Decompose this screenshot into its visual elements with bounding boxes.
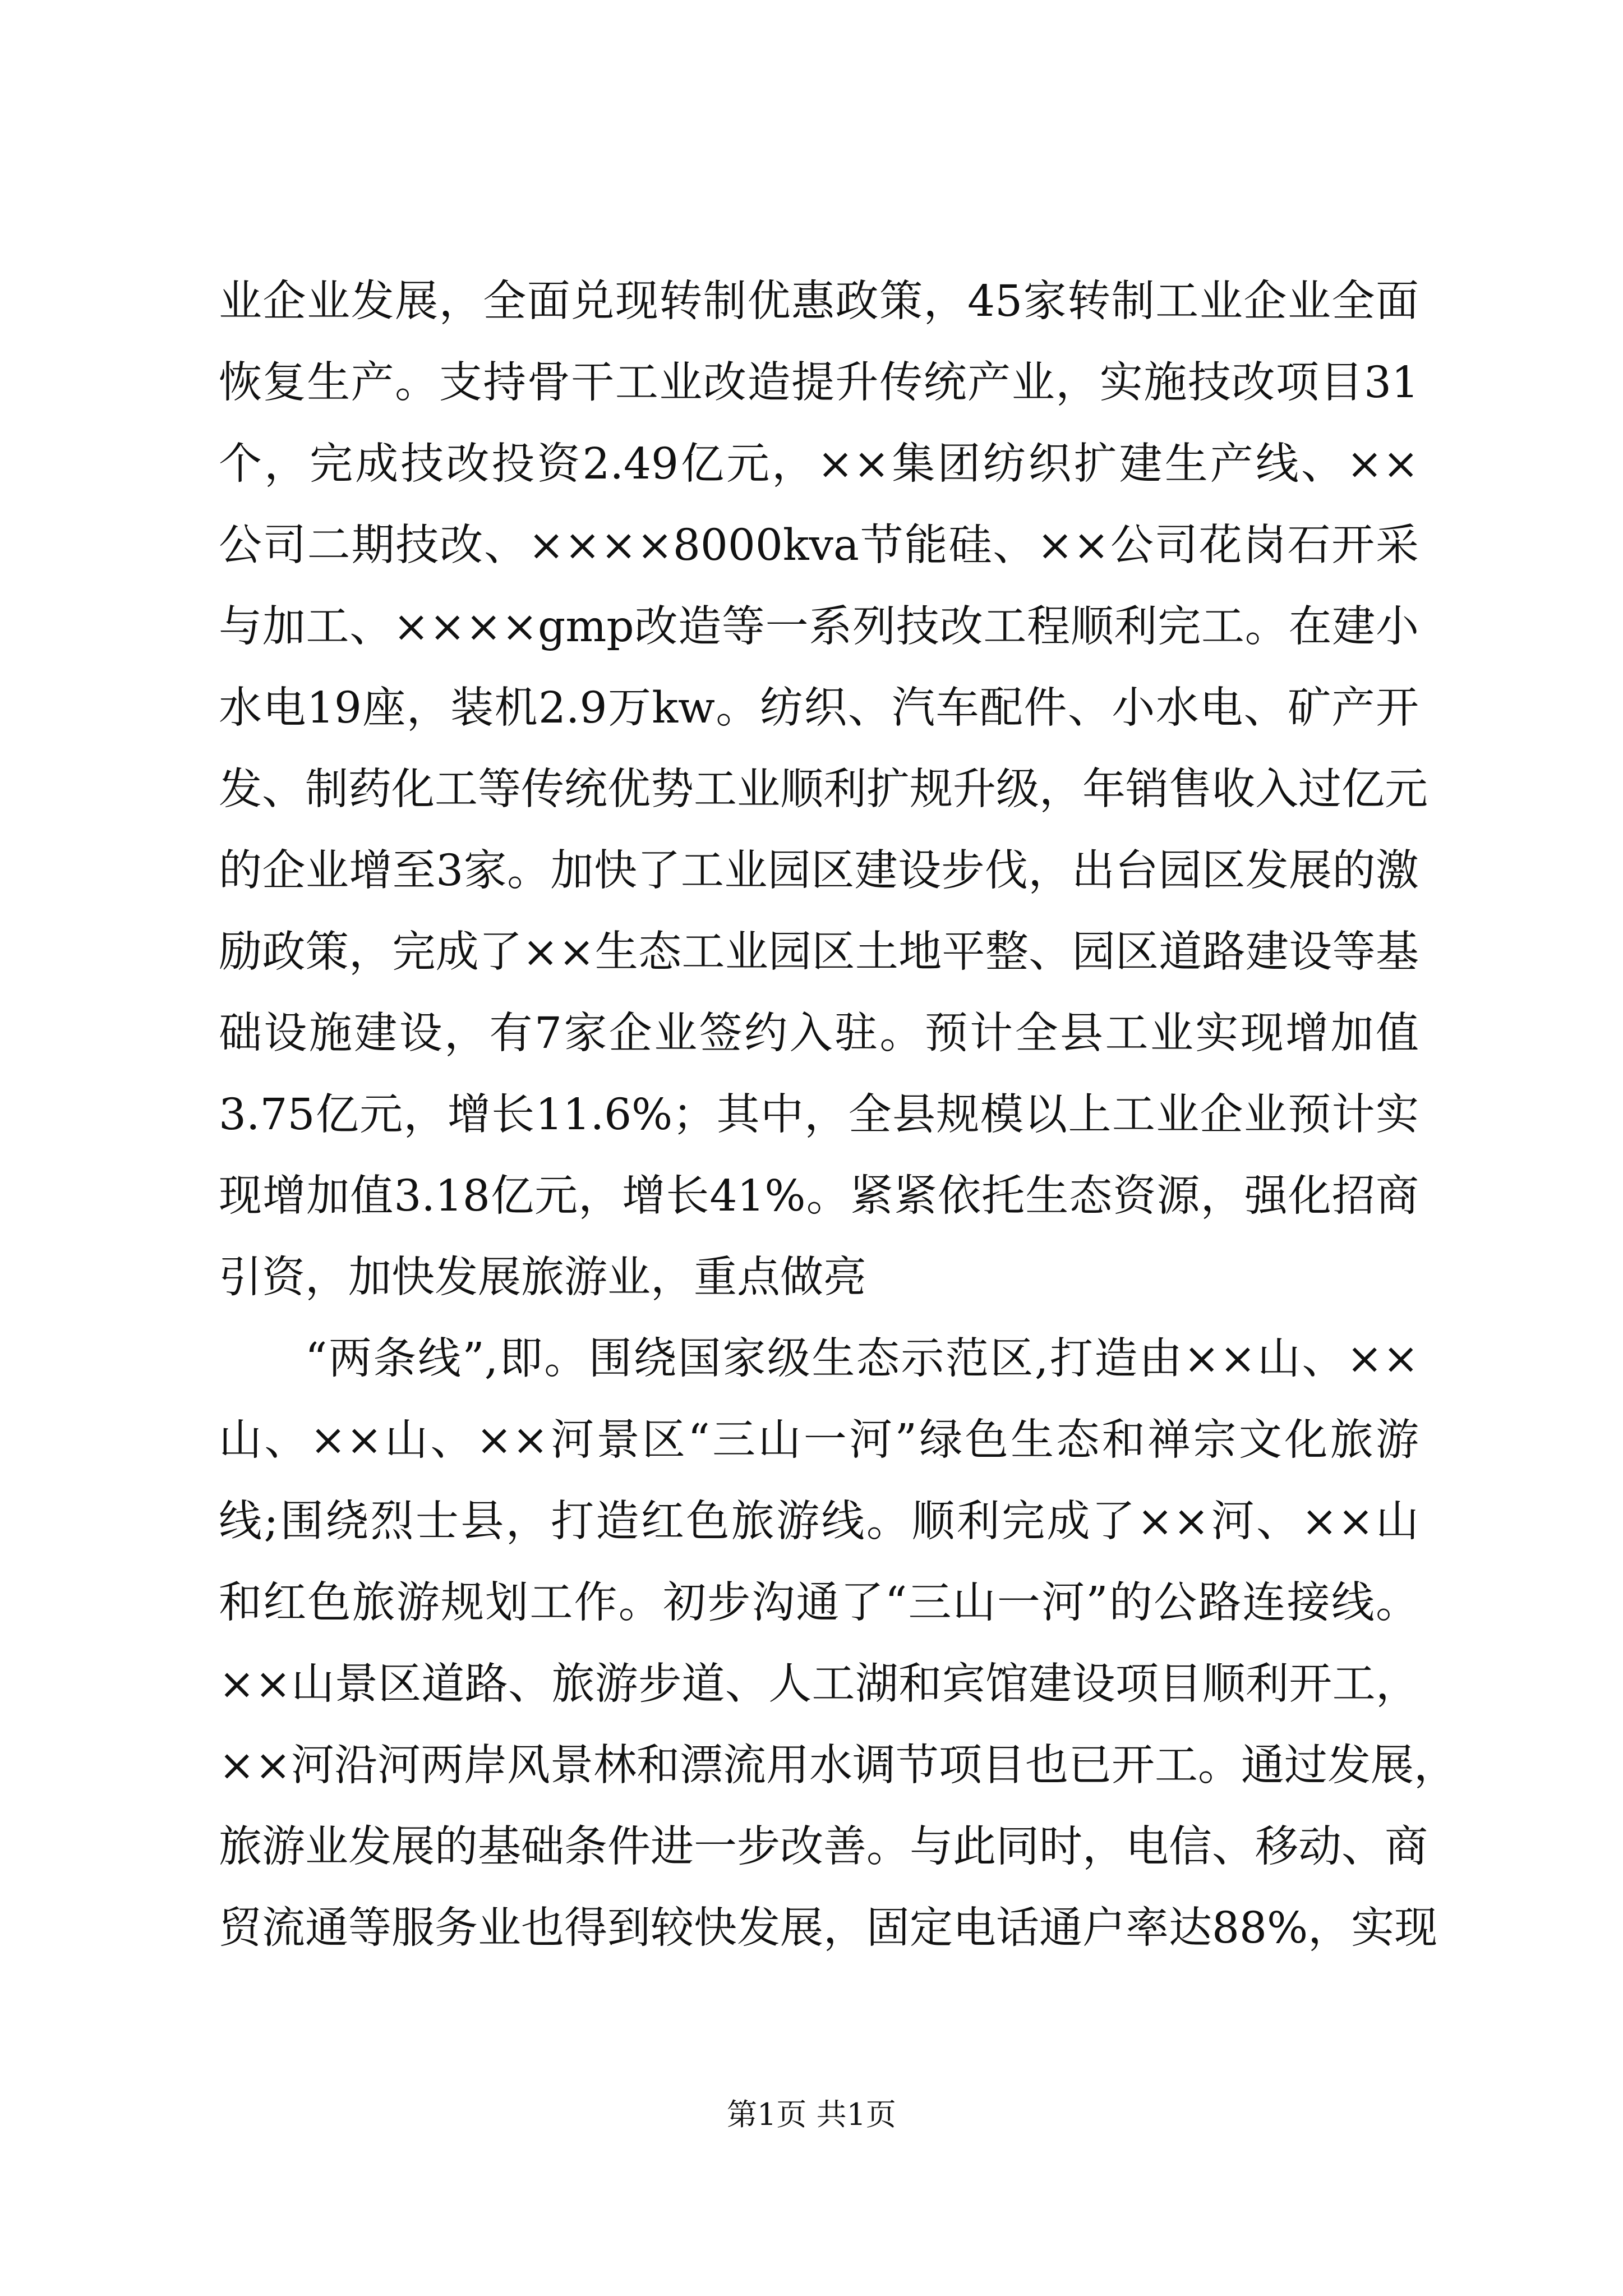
page-number-footer: 第1页 共1页 (727, 2097, 896, 2132)
text-line: 旅游业发展的基础条件进一步改善。与此同时，电信、移动、商 (219, 1822, 1428, 1872)
text-line: 线;围绕烈士县，打造红色旅游线。顺利完成了××河、××山 (219, 1497, 1419, 1547)
text-line: ××山景区道路、旅游步道、人工湖和宾馆建设项目顺利开工， (219, 1659, 1419, 1709)
text-line: 个，完成技改投资2.49亿元，××集团纺织扩建生产线、×× (219, 439, 1419, 489)
text-line: ××河沿河两岸风景林和漂流用水调节项目也已开工。通过发展， (219, 1741, 1458, 1791)
text-line: 水电19座，装机2.9万kw。纺织、汽车配件、小水电、矿产开 (219, 683, 1419, 733)
text-line: 引资，加快发展旅游业，重点做亮 (219, 1253, 866, 1303)
text-line: 和红色旅游规划工作。初步沟通了“三山一河”的公路连接线。 (219, 1578, 1419, 1628)
text-line: “两条线”,即。围绕国家级生态示范区,打造由××山、×× (305, 1334, 1419, 1384)
body-text (219, 261, 1458, 1969)
text-line: 的企业增至3家。加快了工业园区建设步伐，出台园区发展的激 (219, 846, 1419, 896)
text-line: 与加工、××××gmp改造等一系列技改工程顺利完工。在建小 (219, 602, 1419, 652)
text-line: 业企业发展，全面兑现转制优惠政策，45家转制工业企业全面 (219, 277, 1419, 326)
text-line: 励政策，完成了××生态工业园区土地平整、园区道路建设等基 (219, 927, 1419, 977)
text-line: 现增加值3.18亿元，增长41%。紧紧依托生态资源，强化招商 (219, 1171, 1419, 1221)
text-line: 山、××山、××河景区“三山一河”绿色生态和禅宗文化旅游 (219, 1415, 1419, 1465)
text-line: 公司二期技改、××××8000kva节能硅、××公司花岗石开采 (219, 521, 1419, 570)
text-line: 3.75亿元，增长11.6%；其中，全县规模以上工业企业预计实 (219, 1090, 1419, 1140)
text-line: 础设施建设，有7家企业签约入驻。预计全县工业实现增加值 (219, 1009, 1419, 1059)
text-line: 恢复生产。支持骨干工业改造提升传统产业，实施技改项目31 (219, 358, 1419, 408)
text-line: 贸流通等服务业也得到较快发展，固定电话通户率达88%，实现 (219, 1903, 1438, 1953)
text-line: 发、制药化工等传统优势工业顺利扩规升级，年销售收入过亿元 (219, 765, 1428, 815)
